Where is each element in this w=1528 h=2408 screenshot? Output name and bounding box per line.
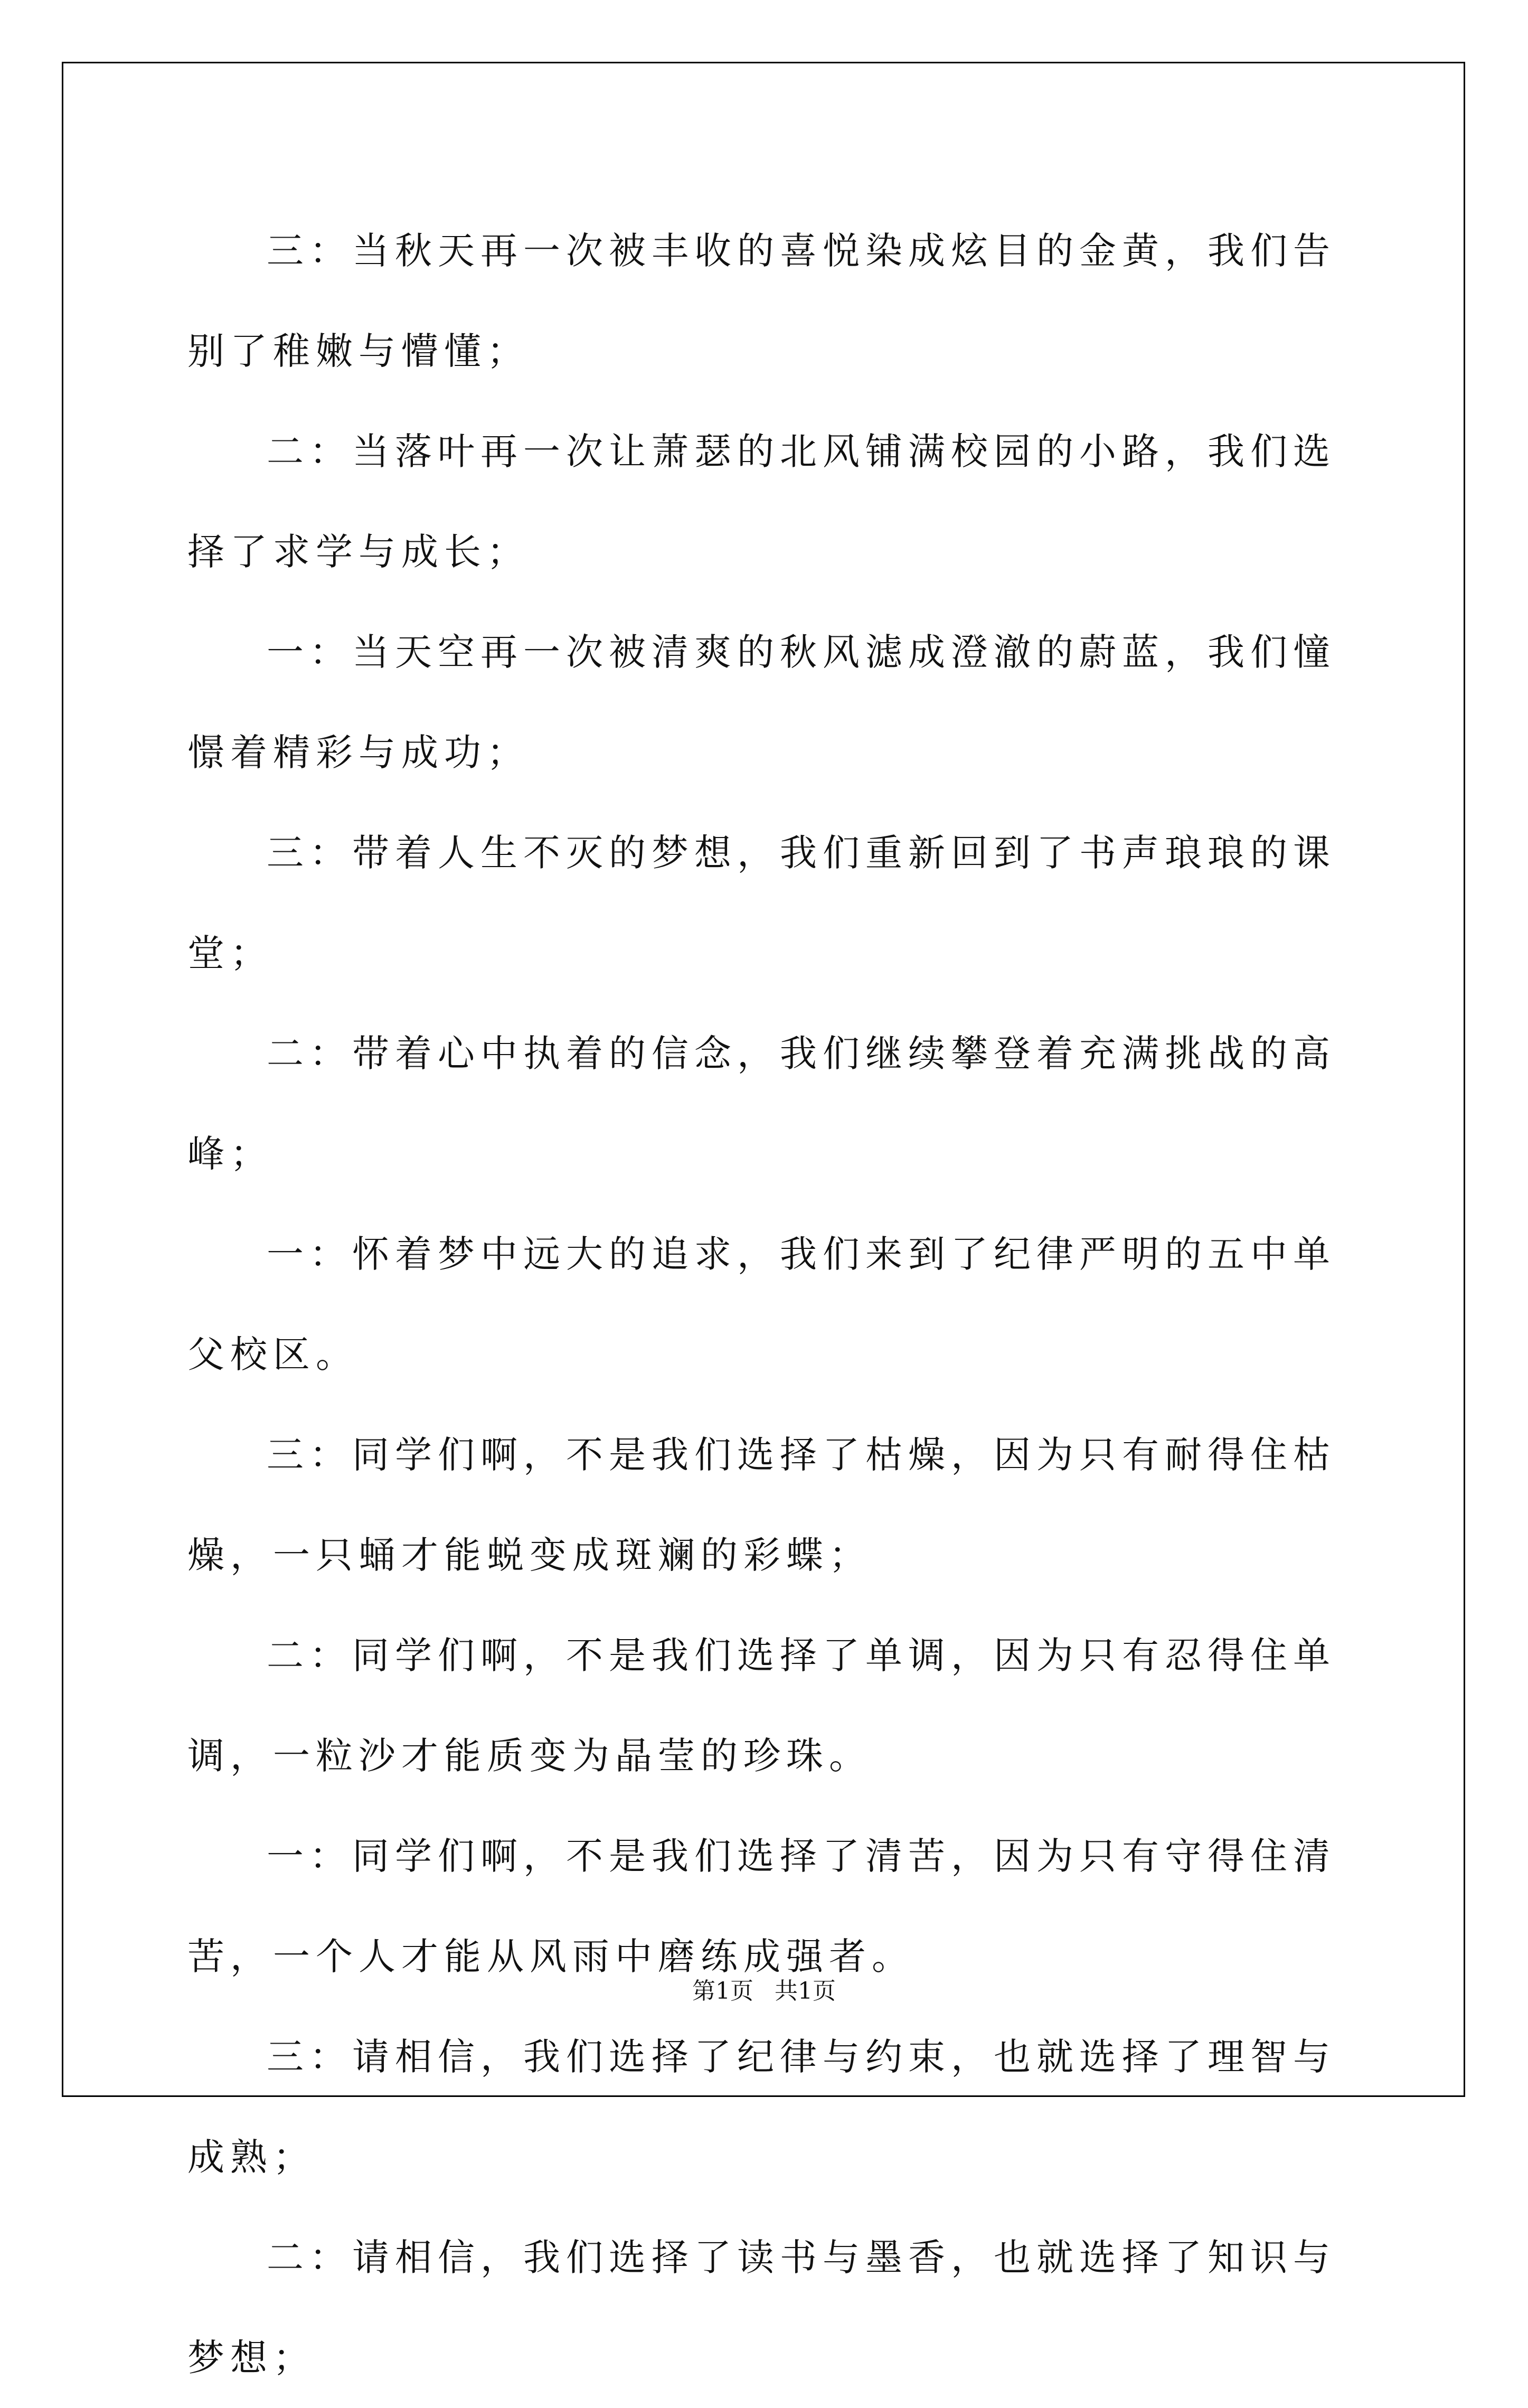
paragraph: 一：同学们啊，不是我们选择了清苦，因为只有守得住清苦，一个人才能从风雨中磨练成强者。 bbox=[187, 1835, 1336, 1978]
paragraph: 三：当秋天再一次被丰收的喜悦染成炫目的金黄，我们告别了稚嫩与懵懂； bbox=[187, 229, 1336, 373]
paragraph: 三：带着人生不灭的梦想，我们重新回到了书声琅琅的课堂； bbox=[187, 831, 1336, 975]
paragraph: 二：当落叶再一次让萧瑟的北风铺满校园的小路，我们选择了求学与成长； bbox=[187, 430, 1336, 573]
document-body bbox=[187, 201, 1338, 2408]
page-total: 共1页 bbox=[775, 1978, 836, 2005]
paragraph: 二：请相信，我们选择了读书与墨香，也就选择了知识与梦想； bbox=[187, 2236, 1336, 2379]
paragraph: 二：带着心中执着的信念，我们继续攀登着充满挑战的高峰； bbox=[187, 1032, 1336, 1175]
paragraph: 一：怀着梦中远大的追求，我们来到了纪律严明的五中单父校区。 bbox=[187, 1233, 1336, 1376]
page-number: 第1页 bbox=[692, 1978, 753, 2005]
paragraph: 三：同学们啊，不是我们选择了枯燥，因为只有耐得住枯燥，一只蛹才能蜕变成斑斓的彩蝶； bbox=[187, 1433, 1336, 1577]
paragraph: 三：请相信，我们选择了纪律与约束，也就选择了理智与成熟； bbox=[187, 2035, 1336, 2179]
page-footer bbox=[0, 1972, 1528, 2006]
paragraph: 二：同学们啊，不是我们选择了单调，因为只有忍得住单调，一粒沙才能质变为晶莹的珍珠。 bbox=[187, 1634, 1336, 1777]
paragraph: 一：当天空再一次被清爽的秋风滤成澄澈的蔚蓝，我们憧憬着精彩与成功； bbox=[187, 631, 1336, 774]
